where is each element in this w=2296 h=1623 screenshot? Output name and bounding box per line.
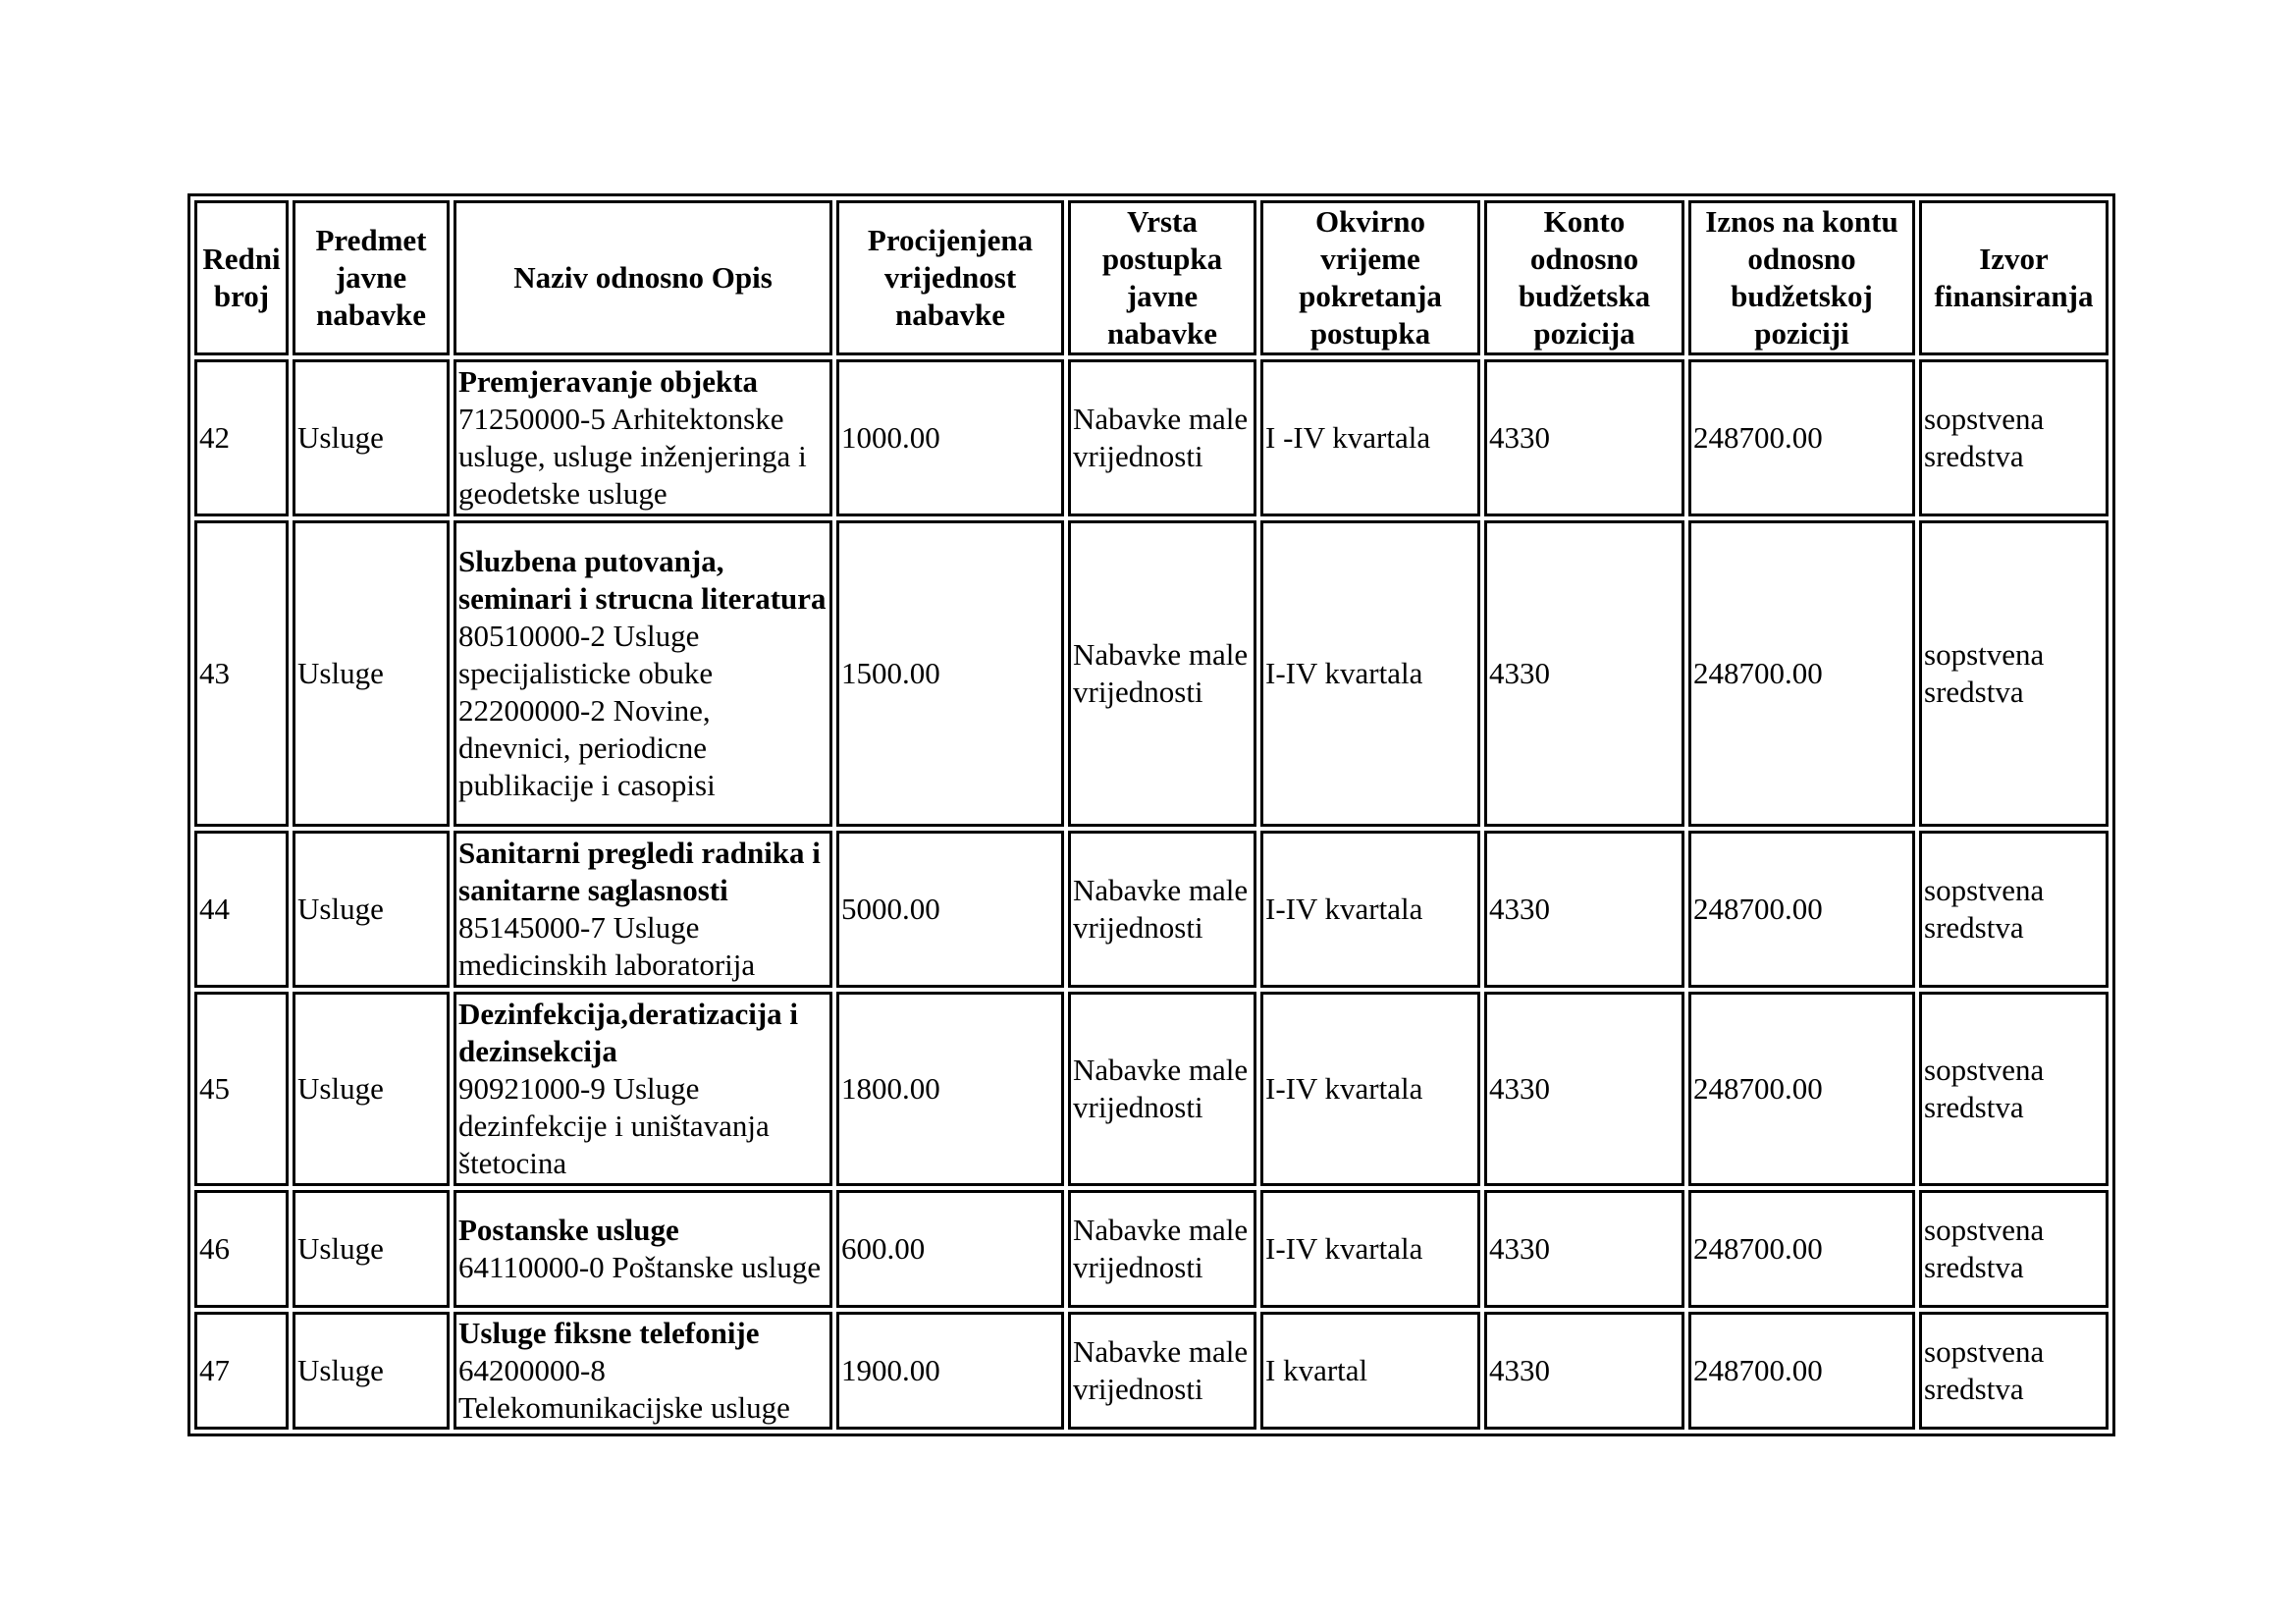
cell-broj: 44 — [194, 831, 289, 988]
cell-vrsta: Nabavke male vrijednosti — [1068, 992, 1256, 1186]
cell-predmet: Usluge — [293, 992, 450, 1186]
cell-konto: 4330 — [1484, 1312, 1684, 1430]
header-izvor: Izvor finansiranja — [1919, 200, 2109, 355]
cell-vrijeme: I kvartal — [1260, 1312, 1480, 1430]
naziv-title: Sanitarni pregledi radnika i sanitarne saglasnosti — [458, 836, 821, 907]
cell-naziv — [454, 992, 832, 1186]
header-vrijeme: Okvirno vrijeme pokretanja postupka — [1260, 200, 1480, 355]
cell-konto: 4330 — [1484, 1190, 1684, 1308]
cell-predmet: Usluge — [293, 1190, 450, 1308]
cell-naziv — [454, 1190, 832, 1308]
cell-broj: 43 — [194, 520, 289, 827]
cell-predmet: Usluge — [293, 520, 450, 827]
cell-vrijeme: I-IV kvartala — [1260, 831, 1480, 988]
cell-vrsta: Nabavke male vrijednosti — [1068, 831, 1256, 988]
naziv-desc: 85145000-7 Usluge medicinskih laboratorija — [458, 910, 756, 982]
header-vrijednost: Procijenjena vrijednost nabavke — [836, 200, 1064, 355]
cell-iznos: 248700.00 — [1688, 1312, 1915, 1430]
naziv-desc: 64200000-8 Telekomunikacijske usluge — [458, 1353, 790, 1425]
cell-naziv — [454, 1312, 832, 1430]
cell-iznos: 248700.00 — [1688, 1190, 1915, 1308]
cell-vrijeme: I-IV kvartala — [1260, 520, 1480, 827]
cell-vrijednost: 600.00 — [836, 1190, 1064, 1308]
naziv-desc: 64110000-0 Poštanske usluge — [458, 1250, 822, 1284]
cell-predmet: Usluge — [293, 359, 450, 516]
table-row — [194, 520, 2109, 827]
cell-vrsta: Nabavke male vrijednosti — [1068, 359, 1256, 516]
naziv-desc: 90921000-9 Usluge dezinfekcije i uništavanja štetocina — [458, 1071, 770, 1180]
table-row — [194, 1312, 2109, 1430]
cell-izvor: sopstvena sredstva — [1919, 520, 2109, 827]
cell-vrijeme: I -IV kvartala — [1260, 359, 1480, 516]
header-iznos: Iznos na kontu odnosno budžetskoj poziciji — [1688, 200, 1915, 355]
table-body — [194, 359, 2109, 1430]
cell-iznos: 248700.00 — [1688, 992, 1915, 1186]
header-vrsta: Vrsta postupka javne nabavke — [1068, 200, 1256, 355]
cell-broj: 47 — [194, 1312, 289, 1430]
cell-izvor: sopstvena sredstva — [1919, 1190, 2109, 1308]
table-row — [194, 1190, 2109, 1308]
naziv-desc: 80510000-2 Usluge specijalisticke obuke 22200000-2 Novine, dnevnici, periodicne publikacije i casopisi — [458, 619, 716, 802]
cell-vrijednost: 5000.00 — [836, 831, 1064, 988]
naziv-title: Usluge fiksne telefonije — [458, 1316, 760, 1350]
table-row — [194, 359, 2109, 516]
cell-vrijednost: 1000.00 — [836, 359, 1064, 516]
naziv-desc: 71250000-5 Arhitektonske usluge, usluge inženjeringa i geodetske usluge — [458, 402, 807, 511]
header-row — [194, 200, 2109, 355]
cell-vrsta: Nabavke male vrijednosti — [1068, 1312, 1256, 1430]
cell-vrijeme: I-IV kvartala — [1260, 992, 1480, 1186]
cell-konto: 4330 — [1484, 992, 1684, 1186]
cell-iznos: 248700.00 — [1688, 359, 1915, 516]
cell-naziv — [454, 831, 832, 988]
cell-konto: 4330 — [1484, 831, 1684, 988]
naziv-title: Premjeravanje objekta — [458, 364, 759, 399]
cell-predmet: Usluge — [293, 1312, 450, 1430]
table-row — [194, 831, 2109, 988]
cell-izvor: sopstvena sredstva — [1919, 1312, 2109, 1430]
cell-naziv — [454, 359, 832, 516]
cell-broj: 45 — [194, 992, 289, 1186]
cell-vrsta: Nabavke male vrijednosti — [1068, 520, 1256, 827]
cell-vrijednost: 1500.00 — [836, 520, 1064, 827]
naziv-title: Postanske usluge — [458, 1213, 679, 1247]
procurement-plan-table — [187, 193, 2115, 1436]
cell-naziv — [454, 520, 832, 827]
cell-izvor: sopstvena sredstva — [1919, 831, 2109, 988]
cell-vrijeme: I-IV kvartala — [1260, 1190, 1480, 1308]
header-predmet: Predmet javne nabavke — [293, 200, 450, 355]
header-naziv: Naziv odnosno Opis — [454, 200, 832, 355]
table-header — [194, 200, 2109, 355]
table-row — [194, 992, 2109, 1186]
header-konto: Konto odnosno budžetska pozicija — [1484, 200, 1684, 355]
naziv-title: Dezinfekcija,deratizacija i dezinsekcija — [458, 997, 799, 1068]
cell-broj: 46 — [194, 1190, 289, 1308]
cell-konto: 4330 — [1484, 359, 1684, 516]
cell-izvor: sopstvena sredstva — [1919, 992, 2109, 1186]
document-page — [187, 193, 2113, 1436]
naziv-title: Sluzbena putovanja, seminari i strucna literatura — [458, 544, 827, 616]
cell-broj: 42 — [194, 359, 289, 516]
cell-vrsta: Nabavke male vrijednosti — [1068, 1190, 1256, 1308]
header-redni-broj: Redni broj — [194, 200, 289, 355]
cell-vrijednost: 1900.00 — [836, 1312, 1064, 1430]
cell-predmet: Usluge — [293, 831, 450, 988]
cell-izvor: sopstvena sredstva — [1919, 359, 2109, 516]
cell-iznos: 248700.00 — [1688, 831, 1915, 988]
cell-vrijednost: 1800.00 — [836, 992, 1064, 1186]
cell-iznos: 248700.00 — [1688, 520, 1915, 827]
cell-konto: 4330 — [1484, 520, 1684, 827]
